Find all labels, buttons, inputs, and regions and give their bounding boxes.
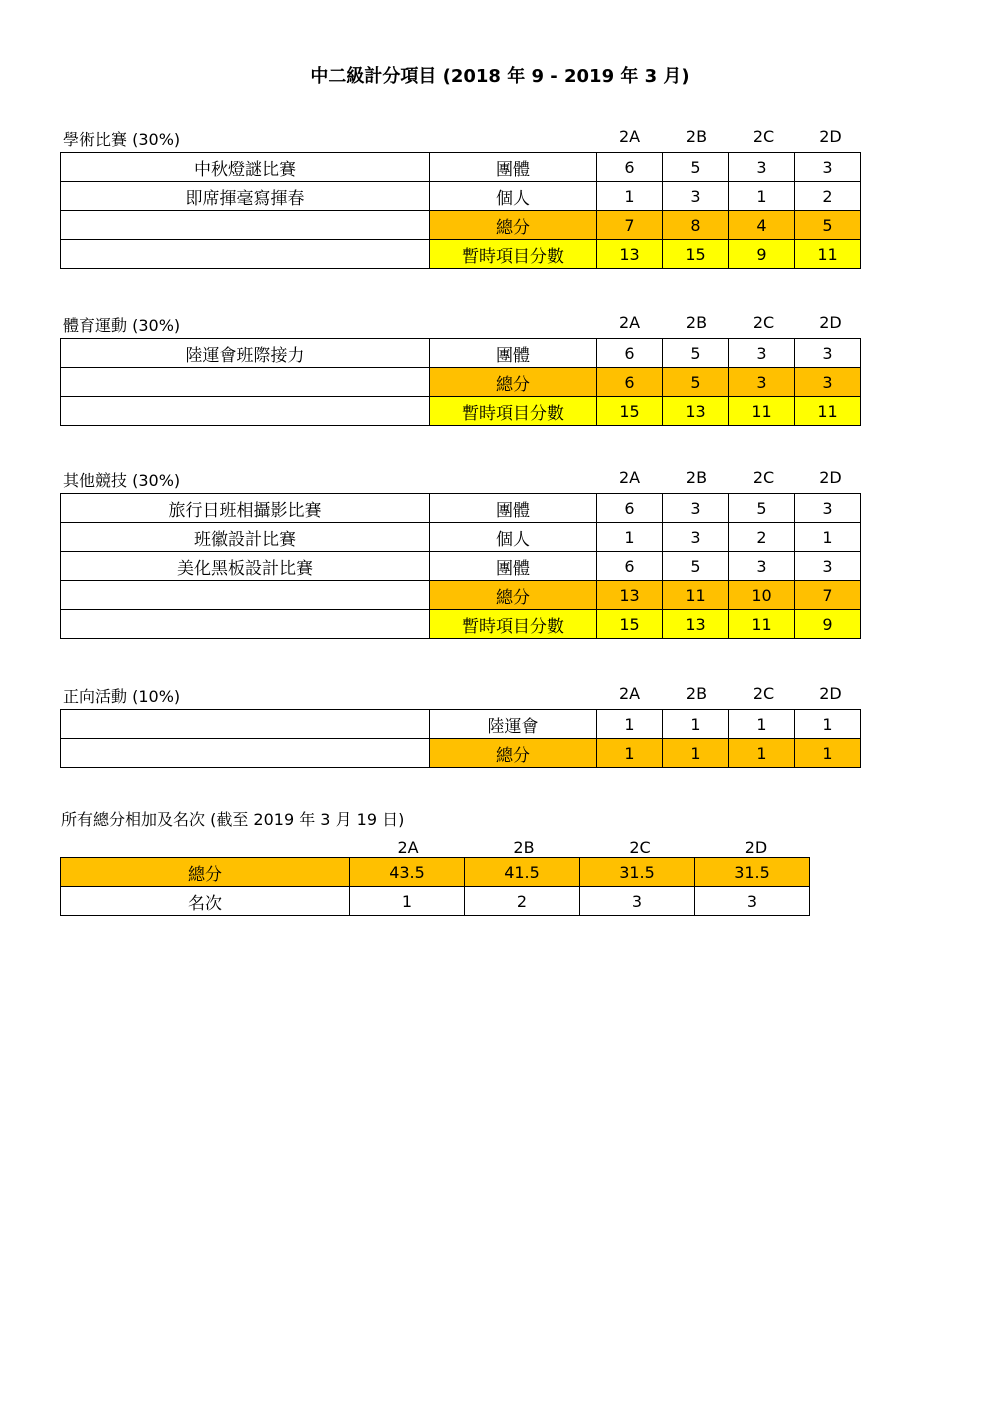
table-row	[61, 552, 861, 581]
class-header-2d: 2D	[744, 838, 768, 857]
event-name	[61, 240, 430, 269]
class-header-2a: 2A	[618, 684, 641, 703]
class-header-2c: 2C	[752, 127, 775, 146]
score-2c: 1	[729, 182, 795, 211]
summary-heading: 所有總分相加及名次 (截至 2019 年 3 月 19 日)	[61, 810, 405, 829]
score-2c: 5	[729, 494, 795, 523]
event-name: 即席揮毫寫揮春	[61, 182, 430, 211]
score-2a: 6	[597, 153, 663, 182]
total-2c: 4	[729, 211, 795, 240]
class-header-2d: 2D	[819, 468, 842, 487]
section-summary	[60, 801, 810, 916]
summary-total-2b: 41.5	[465, 858, 580, 887]
score-table	[60, 709, 861, 768]
section-other-competitions	[60, 462, 861, 639]
total-row	[61, 368, 861, 397]
class-header-2b: 2B	[513, 838, 535, 857]
summary-total-label: 總分	[61, 858, 350, 887]
summary-total-2c: 31.5	[580, 858, 695, 887]
class-header-2d: 2D	[819, 313, 842, 332]
event-type: 個人	[430, 182, 597, 211]
score-2a: 1	[597, 182, 663, 211]
section-header	[60, 678, 861, 709]
provisional-score-label: 暫時項目分數	[430, 610, 597, 639]
score-2d: 3	[795, 494, 861, 523]
provisional-score-row	[61, 610, 861, 639]
total-2a: 6	[597, 368, 663, 397]
total-2c: 1	[729, 739, 795, 768]
provisional-score-row	[61, 397, 861, 426]
event-name	[61, 211, 430, 240]
score-2c: 3	[729, 552, 795, 581]
page-title: 中二級計分項目 (2018 年 9 - 2019 年 3 月)	[310, 66, 690, 87]
score-2b: 3	[663, 182, 729, 211]
total-label: 總分	[430, 211, 597, 240]
score-2b: 5	[663, 153, 729, 182]
table-row	[61, 494, 861, 523]
total-2a: 13	[597, 581, 663, 610]
total-2a: 7	[597, 211, 663, 240]
table-row	[61, 339, 861, 368]
total-label: 總分	[430, 368, 597, 397]
event-name	[61, 610, 430, 639]
event-name	[61, 397, 430, 426]
total-2b: 8	[663, 211, 729, 240]
class-header-2d: 2D	[819, 684, 842, 703]
score-2b: 1	[663, 710, 729, 739]
event-name	[61, 581, 430, 610]
score-2b: 5	[663, 339, 729, 368]
score-2d: 3	[795, 552, 861, 581]
event-name: 美化黑板設計比賽	[61, 552, 430, 581]
event-type: 團體	[430, 552, 597, 581]
score-2c: 3	[729, 153, 795, 182]
provisional-2c: 11	[729, 397, 795, 426]
section-heading: 體育運動 (30%)	[63, 316, 181, 335]
score-2d: 2	[795, 182, 861, 211]
score-2d: 3	[795, 153, 861, 182]
class-header-2b: 2B	[685, 313, 708, 332]
class-header-2d: 2D	[819, 127, 842, 146]
provisional-2a: 13	[597, 240, 663, 269]
score-2b: 3	[663, 494, 729, 523]
score-2c: 3	[729, 339, 795, 368]
table-row	[61, 523, 861, 552]
event-type: 團體	[430, 339, 597, 368]
rank-2d: 3	[695, 887, 810, 916]
provisional-score-label: 暫時項目分數	[430, 240, 597, 269]
total-label: 總分	[430, 739, 597, 768]
class-header-2c: 2C	[752, 684, 775, 703]
summary-total-row	[61, 858, 810, 887]
total-2d: 5	[795, 211, 861, 240]
section-header	[60, 121, 861, 152]
class-header-2b: 2B	[685, 468, 708, 487]
event-name: 陸運會班際接力	[61, 339, 430, 368]
total-2d: 7	[795, 581, 861, 610]
score-2a: 6	[597, 494, 663, 523]
section-academic	[60, 121, 861, 269]
section-positive-activities	[60, 678, 861, 768]
total-row	[61, 739, 861, 768]
table-row	[61, 153, 861, 182]
score-2a: 6	[597, 552, 663, 581]
event-name: 旅行日班相攝影比賽	[61, 494, 430, 523]
class-header-2c: 2C	[629, 838, 651, 857]
summary-rank-label: 名次	[61, 887, 350, 916]
total-2d: 1	[795, 739, 861, 768]
total-2a: 1	[597, 739, 663, 768]
section-header	[60, 307, 861, 338]
event-type: 陸運會	[430, 710, 597, 739]
event-name	[61, 368, 430, 397]
class-header-2a: 2A	[618, 313, 641, 332]
summary-table	[60, 857, 810, 916]
score-2a: 1	[597, 710, 663, 739]
provisional-2a: 15	[597, 610, 663, 639]
section-header	[60, 462, 861, 493]
total-row	[61, 211, 861, 240]
total-2c: 3	[729, 368, 795, 397]
class-header-2b: 2B	[685, 127, 708, 146]
class-header-2b: 2B	[685, 684, 708, 703]
provisional-2b: 15	[663, 240, 729, 269]
event-name	[61, 739, 430, 768]
class-header-2a: 2A	[618, 468, 641, 487]
total-row	[61, 581, 861, 610]
provisional-score-row	[61, 240, 861, 269]
event-name	[61, 710, 430, 739]
score-2c: 2	[729, 523, 795, 552]
section-heading: 學術比賽 (30%)	[63, 130, 181, 149]
table-row	[61, 710, 861, 739]
rank-2b: 2	[465, 887, 580, 916]
event-type: 個人	[430, 523, 597, 552]
score-2a: 6	[597, 339, 663, 368]
event-type: 團體	[430, 153, 597, 182]
class-header-2a: 2A	[397, 838, 419, 857]
total-2d: 3	[795, 368, 861, 397]
provisional-2a: 15	[597, 397, 663, 426]
summary-total-2d: 31.5	[695, 858, 810, 887]
score-2d: 1	[795, 710, 861, 739]
score-table	[60, 152, 861, 269]
rank-2a: 1	[350, 887, 465, 916]
provisional-score-label: 暫時項目分數	[430, 397, 597, 426]
total-2c: 10	[729, 581, 795, 610]
score-2d: 3	[795, 339, 861, 368]
event-name: 中秋燈謎比賽	[61, 153, 430, 182]
score-table	[60, 493, 861, 639]
provisional-2c: 9	[729, 240, 795, 269]
class-header-2c: 2C	[752, 313, 775, 332]
score-table	[60, 338, 861, 426]
total-2b: 11	[663, 581, 729, 610]
summary-rank-row	[61, 887, 810, 916]
provisional-2d: 11	[795, 397, 861, 426]
score-2b: 5	[663, 552, 729, 581]
summary-total-2a: 43.5	[350, 858, 465, 887]
score-2a: 1	[597, 523, 663, 552]
event-name: 班徽設計比賽	[61, 523, 430, 552]
provisional-2b: 13	[663, 610, 729, 639]
score-2d: 1	[795, 523, 861, 552]
score-2c: 1	[729, 710, 795, 739]
provisional-2c: 11	[729, 610, 795, 639]
section-sports	[60, 307, 861, 426]
total-2b: 1	[663, 739, 729, 768]
section-heading: 其他競技 (30%)	[63, 471, 181, 490]
rank-2c: 3	[580, 887, 695, 916]
event-type: 團體	[430, 494, 597, 523]
class-header-2c: 2C	[752, 468, 775, 487]
section-heading: 正向活動 (10%)	[63, 687, 181, 706]
provisional-2b: 13	[663, 397, 729, 426]
score-2b: 3	[663, 523, 729, 552]
provisional-2d: 9	[795, 610, 861, 639]
total-label: 總分	[430, 581, 597, 610]
provisional-2d: 11	[795, 240, 861, 269]
total-2b: 5	[663, 368, 729, 397]
table-row	[61, 182, 861, 211]
summary-header	[60, 801, 810, 857]
class-header-2a: 2A	[618, 127, 641, 146]
